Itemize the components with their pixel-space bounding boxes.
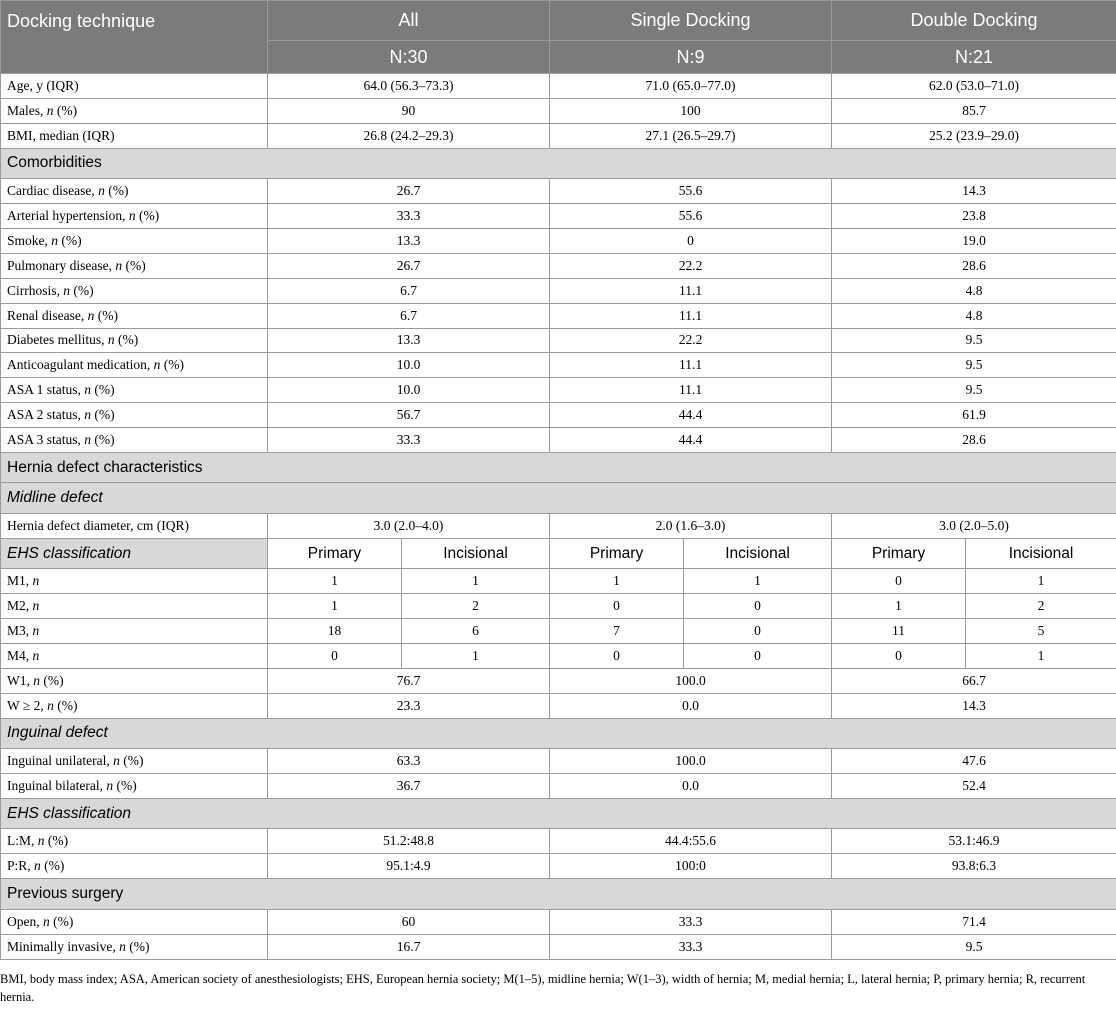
table-cell: 2.0 (1.6–3.0) xyxy=(550,513,832,538)
row-label-n: n xyxy=(84,382,92,398)
row-label-suffix: (%) xyxy=(119,753,144,769)
table-row xyxy=(1,403,1116,428)
table-cell: 47.6 xyxy=(832,749,1116,774)
table-cell: 11.1 xyxy=(550,278,832,303)
table-row xyxy=(1,513,1116,538)
section-label: EHS classification xyxy=(1,798,1116,829)
row-label-text: M2, xyxy=(7,598,33,614)
table-cell: 1 xyxy=(832,594,966,619)
table-row xyxy=(1,179,1116,204)
table-cell: 55.6 xyxy=(550,179,832,204)
row-label-suffix: (%) xyxy=(58,232,82,248)
row-label-text: ASA 1 status, xyxy=(7,382,85,398)
table-cell: 0 xyxy=(268,644,402,669)
row-label-text: Pulmonary disease, xyxy=(7,257,116,273)
row-label-text: BMI, median (IQR) xyxy=(7,127,115,143)
table-cell: 5 xyxy=(966,619,1116,644)
table-cell: 9.5 xyxy=(832,378,1116,403)
table-row xyxy=(1,98,1116,123)
row-label-text: L:M, xyxy=(7,833,38,849)
row-label-n: n xyxy=(51,232,59,248)
row-label-n: n xyxy=(43,913,50,929)
table-cell: 1 xyxy=(550,569,684,594)
row-label-text: Age, y (IQR) xyxy=(7,77,79,93)
table-cell: 33.3 xyxy=(268,204,550,229)
row-label-text: Inguinal bilateral, xyxy=(7,778,107,794)
row-label-n: n xyxy=(128,208,136,223)
row-label-suffix: (%) xyxy=(160,357,184,373)
table-cell: 100 xyxy=(550,98,832,123)
table-cell: 11.1 xyxy=(550,353,832,378)
table-cell: 51.2:48.8 xyxy=(268,829,550,854)
row-label-text: W1, xyxy=(7,672,34,688)
table-cell: 100.0 xyxy=(550,749,832,774)
header-col-single-docking: Single Docking xyxy=(550,1,832,41)
row-label xyxy=(1,909,268,934)
row-label xyxy=(1,829,268,854)
table-cell: 76.7 xyxy=(268,668,550,693)
table-cell: 1 xyxy=(268,569,402,594)
table-cell: 6.7 xyxy=(268,303,550,328)
table-cell: 56.7 xyxy=(268,403,550,428)
table-cell: 0 xyxy=(684,594,832,619)
section-row xyxy=(1,798,1116,829)
table-cell: 44.4 xyxy=(550,428,832,453)
header-n-all: N:30 xyxy=(268,41,550,74)
row-label-text: W ≥ 2, xyxy=(7,697,48,713)
table-cell: 0.0 xyxy=(550,693,832,718)
table-cell: 55.6 xyxy=(550,204,832,229)
table-row xyxy=(1,774,1116,799)
row-label xyxy=(1,569,268,594)
table-row xyxy=(1,934,1116,959)
table-row xyxy=(1,644,1116,669)
row-label xyxy=(1,668,268,693)
row-label-n: n xyxy=(107,332,115,348)
table-cell: 0 xyxy=(832,644,966,669)
table-cell: 52.4 xyxy=(832,774,1116,799)
table-row xyxy=(1,619,1116,644)
row-label-text: Males, xyxy=(7,102,47,118)
row-label-suffix: (%) xyxy=(91,432,115,448)
table-cell: 1 xyxy=(268,594,402,619)
table-row xyxy=(1,328,1116,353)
table-cell: 0 xyxy=(550,594,684,619)
table-cell: 9.5 xyxy=(832,934,1116,959)
table-cell: 28.6 xyxy=(832,253,1116,278)
row-label-text: Cardiac disease, xyxy=(7,183,99,199)
row-label xyxy=(1,774,268,799)
row-label-text: Anticoagulant medication, xyxy=(7,357,154,373)
table-cell: 0 xyxy=(684,619,832,644)
table-cell: 10.0 xyxy=(268,353,550,378)
row-label-suffix: (%) xyxy=(114,332,139,348)
subheader-label: EHS classification xyxy=(1,538,268,569)
row-label xyxy=(1,378,268,403)
header-n-single-docking: N:9 xyxy=(550,41,832,74)
table-cell: 26.7 xyxy=(268,253,550,278)
row-label-text: Renal disease, xyxy=(7,307,88,323)
row-label-suffix: (%) xyxy=(49,913,74,929)
table-cell: 44.4:55.6 xyxy=(550,829,832,854)
row-label xyxy=(1,428,268,453)
table-row xyxy=(1,569,1116,594)
row-label-n: n xyxy=(33,672,40,688)
table-cell: 1 xyxy=(402,644,550,669)
table-row xyxy=(1,253,1116,278)
row-label-n: n xyxy=(32,573,40,589)
table-cell: 71.0 (65.0–77.0) xyxy=(550,74,832,99)
row-label xyxy=(1,204,268,229)
row-label-suffix: (%) xyxy=(94,307,118,323)
table-row xyxy=(1,303,1116,328)
table-cell: 22.2 xyxy=(550,253,832,278)
row-label-text: Minimally invasive, xyxy=(7,938,120,954)
row-label-text: Hernia defect diameter, cm (IQR) xyxy=(7,517,189,533)
row-label-text: Inguinal unilateral, xyxy=(7,753,114,769)
table-cell: 11.1 xyxy=(550,303,832,328)
table-cell: 63.3 xyxy=(268,749,550,774)
row-label-suffix: (%) xyxy=(40,672,64,688)
row-label-n: n xyxy=(84,432,92,448)
table-cell: 53.1:46.9 xyxy=(832,829,1116,854)
row-label-text: M1, xyxy=(7,573,33,589)
table-cell: 36.7 xyxy=(268,774,550,799)
table-cell: 2 xyxy=(966,594,1116,619)
subheader-cell: Primary xyxy=(550,538,684,569)
row-label-n: n xyxy=(32,647,40,663)
section-row xyxy=(1,483,1116,514)
row-label-text: Arterial hypertension, xyxy=(7,208,129,223)
section-label: Hernia defect characteristics xyxy=(1,452,1116,483)
table-cell: 4.8 xyxy=(832,278,1116,303)
table-cell: 7 xyxy=(550,619,684,644)
table-cell: 27.1 (26.5–29.7) xyxy=(550,123,832,148)
table-cell: 3.0 (2.0–4.0) xyxy=(268,513,550,538)
header-col-double-docking: Double Docking xyxy=(832,1,1116,41)
row-label xyxy=(1,179,268,204)
table-cell: 0 xyxy=(550,644,684,669)
section-row xyxy=(1,148,1116,179)
table-cell: 14.3 xyxy=(832,179,1116,204)
section-label: Comorbidities xyxy=(1,148,1116,179)
row-label xyxy=(1,749,268,774)
table-cell: 64.0 (56.3–73.3) xyxy=(268,74,550,99)
row-label-text: ASA 2 status, xyxy=(7,407,85,423)
row-label xyxy=(1,328,268,353)
table-cell: 71.4 xyxy=(832,909,1116,934)
table-cell: 16.7 xyxy=(268,934,550,959)
section-row xyxy=(1,452,1116,483)
table-cell: 90 xyxy=(268,98,550,123)
table-cell: 1 xyxy=(966,569,1116,594)
table-cell: 23.8 xyxy=(832,204,1116,229)
row-label xyxy=(1,513,268,538)
table-row xyxy=(1,428,1116,453)
table-cell: 9.5 xyxy=(832,328,1116,353)
row-label xyxy=(1,74,268,99)
row-label xyxy=(1,644,268,669)
row-label-suffix: (%) xyxy=(135,208,160,223)
row-label-text: P:R, xyxy=(7,858,35,874)
table-row xyxy=(1,228,1116,253)
subheader-cell: Primary xyxy=(832,538,966,569)
table-cell: 26.7 xyxy=(268,179,550,204)
table-cell: 13.3 xyxy=(268,228,550,253)
table-cell: 23.3 xyxy=(268,693,550,718)
row-label-suffix: (%) xyxy=(53,102,78,118)
table-row xyxy=(1,854,1116,879)
table-cell: 26.8 (24.2–29.3) xyxy=(268,123,550,148)
header-col-all: All xyxy=(268,1,550,41)
row-label-n: n xyxy=(106,778,114,794)
table-cell: 93.8:6.3 xyxy=(832,854,1116,879)
row-label-n: n xyxy=(84,407,92,423)
table-cell: 95.1:4.9 xyxy=(268,854,550,879)
row-label-text: Cirrhosis, xyxy=(7,282,64,298)
table-cell: 4.8 xyxy=(832,303,1116,328)
row-label-n: n xyxy=(37,833,45,849)
table-row xyxy=(1,278,1116,303)
row-label xyxy=(1,403,268,428)
table-cell: 3.0 (2.0–5.0) xyxy=(832,513,1116,538)
section-row xyxy=(1,879,1116,910)
table-row xyxy=(1,204,1116,229)
row-label-suffix: (%) xyxy=(70,282,94,298)
table-cell: 33.3 xyxy=(550,934,832,959)
table-cell: 9.5 xyxy=(832,353,1116,378)
row-label xyxy=(1,693,268,718)
row-label-suffix: (%) xyxy=(53,697,78,713)
header-row xyxy=(1,1,1116,41)
table-cell: 0 xyxy=(832,569,966,594)
row-label-n: n xyxy=(153,357,161,373)
header-title: Docking technique xyxy=(1,1,268,74)
row-label xyxy=(1,353,268,378)
row-label xyxy=(1,619,268,644)
table-cell: 61.9 xyxy=(832,403,1116,428)
table-cell: 14.3 xyxy=(832,693,1116,718)
row-label-suffix: (%) xyxy=(104,183,129,199)
table-cell: 11 xyxy=(832,619,966,644)
section-label: Inguinal defect xyxy=(1,718,1116,749)
subheader-cell: Primary xyxy=(268,538,402,569)
section-label: Midline defect xyxy=(1,483,1116,514)
row-label xyxy=(1,253,268,278)
row-label-suffix: (%) xyxy=(125,938,150,954)
row-label-text: Smoke, xyxy=(7,232,52,248)
table-cell: 25.2 (23.9–29.0) xyxy=(832,123,1116,148)
table-cell: 44.4 xyxy=(550,403,832,428)
table-cell: 1 xyxy=(684,569,832,594)
table-row xyxy=(1,353,1116,378)
row-label xyxy=(1,594,268,619)
row-label xyxy=(1,303,268,328)
table-cell: 0 xyxy=(684,644,832,669)
row-label xyxy=(1,854,268,879)
table-row xyxy=(1,909,1116,934)
table-cell: 60 xyxy=(268,909,550,934)
row-label-n: n xyxy=(63,282,71,298)
table-row xyxy=(1,594,1116,619)
table-row xyxy=(1,123,1116,148)
row-label-n: n xyxy=(47,697,54,713)
row-label xyxy=(1,228,268,253)
table-cell: 1 xyxy=(966,644,1116,669)
row-label-n: n xyxy=(115,257,123,273)
table-cell: 100:0 xyxy=(550,854,832,879)
table-row xyxy=(1,378,1116,403)
row-label xyxy=(1,98,268,123)
table-row xyxy=(1,749,1116,774)
row-label-n: n xyxy=(32,623,40,639)
row-label-n: n xyxy=(87,307,95,323)
row-label-suffix: (%) xyxy=(91,407,115,423)
table-cell: 10.0 xyxy=(268,378,550,403)
section-label: Previous surgery xyxy=(1,879,1116,910)
row-label-n: n xyxy=(119,938,126,954)
table-cell: 85.7 xyxy=(832,98,1116,123)
subheader-row xyxy=(1,538,1116,569)
row-label-n: n xyxy=(32,598,40,614)
row-label-text: Open, xyxy=(7,913,43,929)
row-label-n: n xyxy=(98,183,105,199)
row-label-n: n xyxy=(113,753,120,769)
row-label xyxy=(1,278,268,303)
subheader-cell: Incisional xyxy=(402,538,550,569)
table-cell: 33.3 xyxy=(550,909,832,934)
table-cell: 1 xyxy=(402,569,550,594)
table-cell: 19.0 xyxy=(832,228,1116,253)
table-footnote: BMI, body mass index; ASA, American society of anesthesiologists; EHS, European hernia society; M(1–5), midline hernia; W(1–3), width of hernia; M, medial hernia; L, lateral hernia; P, primary hernia; R, recurrent hernia. xyxy=(0,972,1086,1004)
table-cell: 11.1 xyxy=(550,378,832,403)
row-label-n: n xyxy=(34,858,41,874)
subheader-cell: Incisional xyxy=(966,538,1116,569)
section-row xyxy=(1,718,1116,749)
row-label-suffix: (%) xyxy=(113,778,137,794)
table-cell: 0.0 xyxy=(550,774,832,799)
table-cell: 2 xyxy=(402,594,550,619)
row-label xyxy=(1,123,268,148)
table-cell: 100.0 xyxy=(550,668,832,693)
table-cell: 66.7 xyxy=(832,668,1116,693)
table-cell: 13.3 xyxy=(268,328,550,353)
table-cell: 22.2 xyxy=(550,328,832,353)
row-label-text: ASA 3 status, xyxy=(7,432,85,448)
table-cell: 62.0 (53.0–71.0) xyxy=(832,74,1116,99)
row-label-suffix: (%) xyxy=(44,833,69,849)
row-label-text: M3, xyxy=(7,623,33,639)
table-row xyxy=(1,668,1116,693)
table-cell: 28.6 xyxy=(832,428,1116,453)
table-row xyxy=(1,74,1116,99)
subheader-cell: Incisional xyxy=(684,538,832,569)
row-label-suffix: (%) xyxy=(122,257,146,273)
table-cell: 0 xyxy=(550,228,832,253)
table-row xyxy=(1,693,1116,718)
row-label-text: Diabetes mellitus, xyxy=(7,332,108,348)
row-label-suffix: (%) xyxy=(40,858,65,874)
row-label-n: n xyxy=(46,102,54,118)
table-cell: 33.3 xyxy=(268,428,550,453)
row-label-text: M4, xyxy=(7,647,33,663)
table-cell: 6 xyxy=(402,619,550,644)
row-label xyxy=(1,934,268,959)
header-n-double-docking: N:21 xyxy=(832,41,1116,74)
table-row xyxy=(1,829,1116,854)
row-label-suffix: (%) xyxy=(91,382,115,398)
table-cell: 18 xyxy=(268,619,402,644)
table-cell: 6.7 xyxy=(268,278,550,303)
